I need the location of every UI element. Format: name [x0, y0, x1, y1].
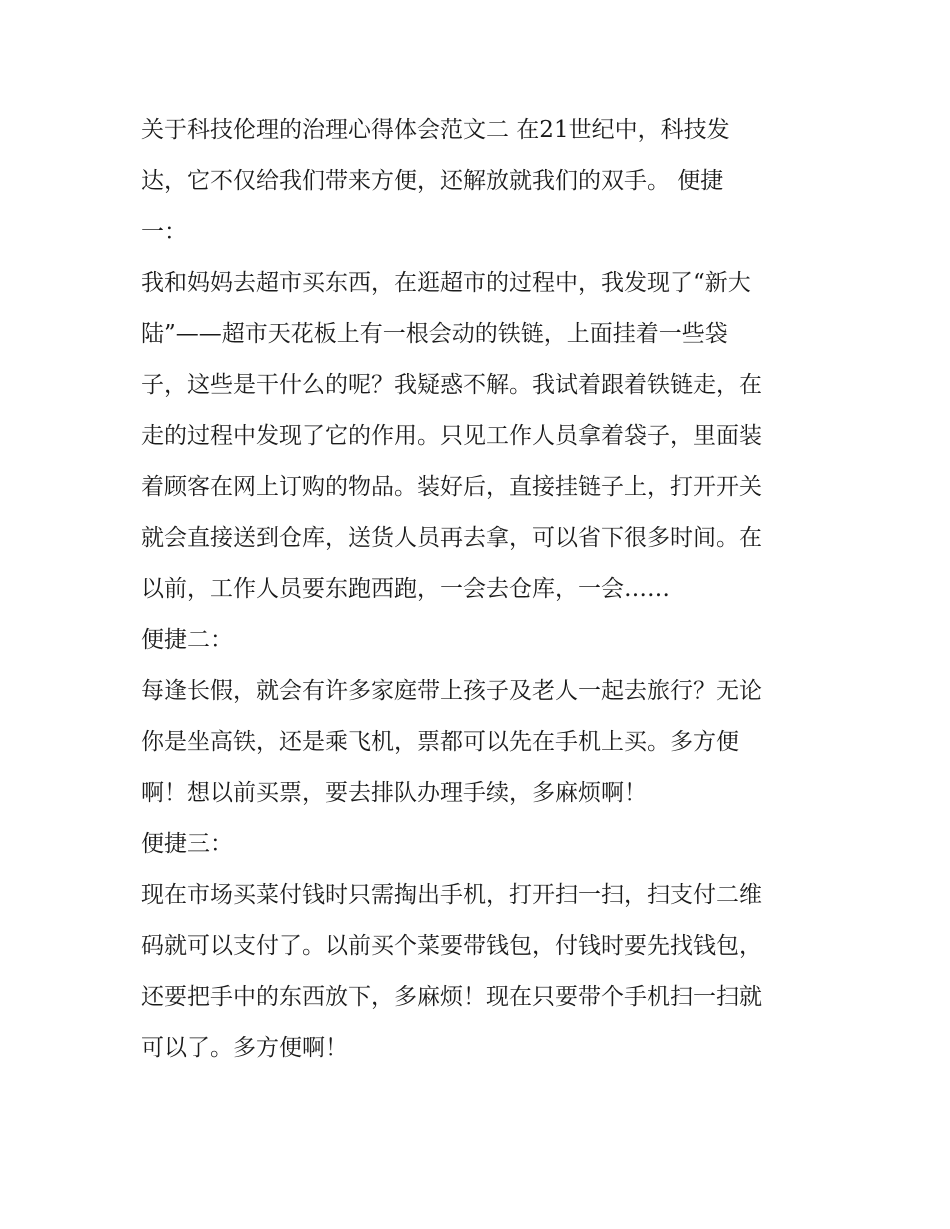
text-line: 就会直接送到仓库，送货人员再去拿，可以省下很多时间。在: [141, 525, 762, 551]
text-line: 还要把手中的东西放下，多麻烦！现在只要带个手机扫一扫就: [141, 984, 762, 1010]
text-line: 以前，工作人员要东跑西跑，一会去仓库，一会……: [141, 576, 670, 602]
text-line: 每逢长假，就会有许多家庭带上孩子及老人一起去旅行？无论: [141, 678, 762, 704]
text-line: 子，这些是干什么的呢？我疑惑不解。我试着跟着铁链走，在: [141, 372, 762, 398]
section-heading: 便捷二：: [141, 627, 233, 653]
text-line: 现在市场买菜付钱时只需掏出手机，打开扫一扫，扫支付二维: [141, 882, 762, 908]
text-line: 可以了。多方便啊！: [141, 1035, 348, 1061]
document-body: [141, 105, 821, 1074]
text-line: 走的过程中发现了它的作用。只见工作人员拿着袋子，里面装: [141, 423, 762, 449]
text-line: 啊！想以前买票，要去排队办理手续，多麻烦啊！: [141, 780, 647, 806]
text-line: 陆”——超市天花板上有一根会动的铁链，上面挂着一些袋: [141, 321, 728, 347]
text-line: 着顾客在网上订购的物品。装好后，直接挂链子上，打开开关: [141, 474, 762, 500]
section-heading: 便捷三：: [141, 831, 233, 857]
text-line: 我和妈妈去超市买东西，在逛超市的过程中，我发现了“新大: [141, 270, 751, 296]
text-line: 一：: [141, 219, 187, 245]
text-line: 码就可以支付了。以前买个菜要带钱包，付钱时要先找钱包，: [141, 933, 762, 959]
text-line: 你是坐高铁，还是乘飞机，票都可以先在手机上买。多方便: [141, 729, 739, 755]
text-line: 达，它不仅给我们带来方便，还解放就我们的双手。 便捷: [141, 168, 724, 194]
text-line: 关于科技伦理的治理心得体会范文二 在21世纪中，科技发: [141, 117, 730, 143]
